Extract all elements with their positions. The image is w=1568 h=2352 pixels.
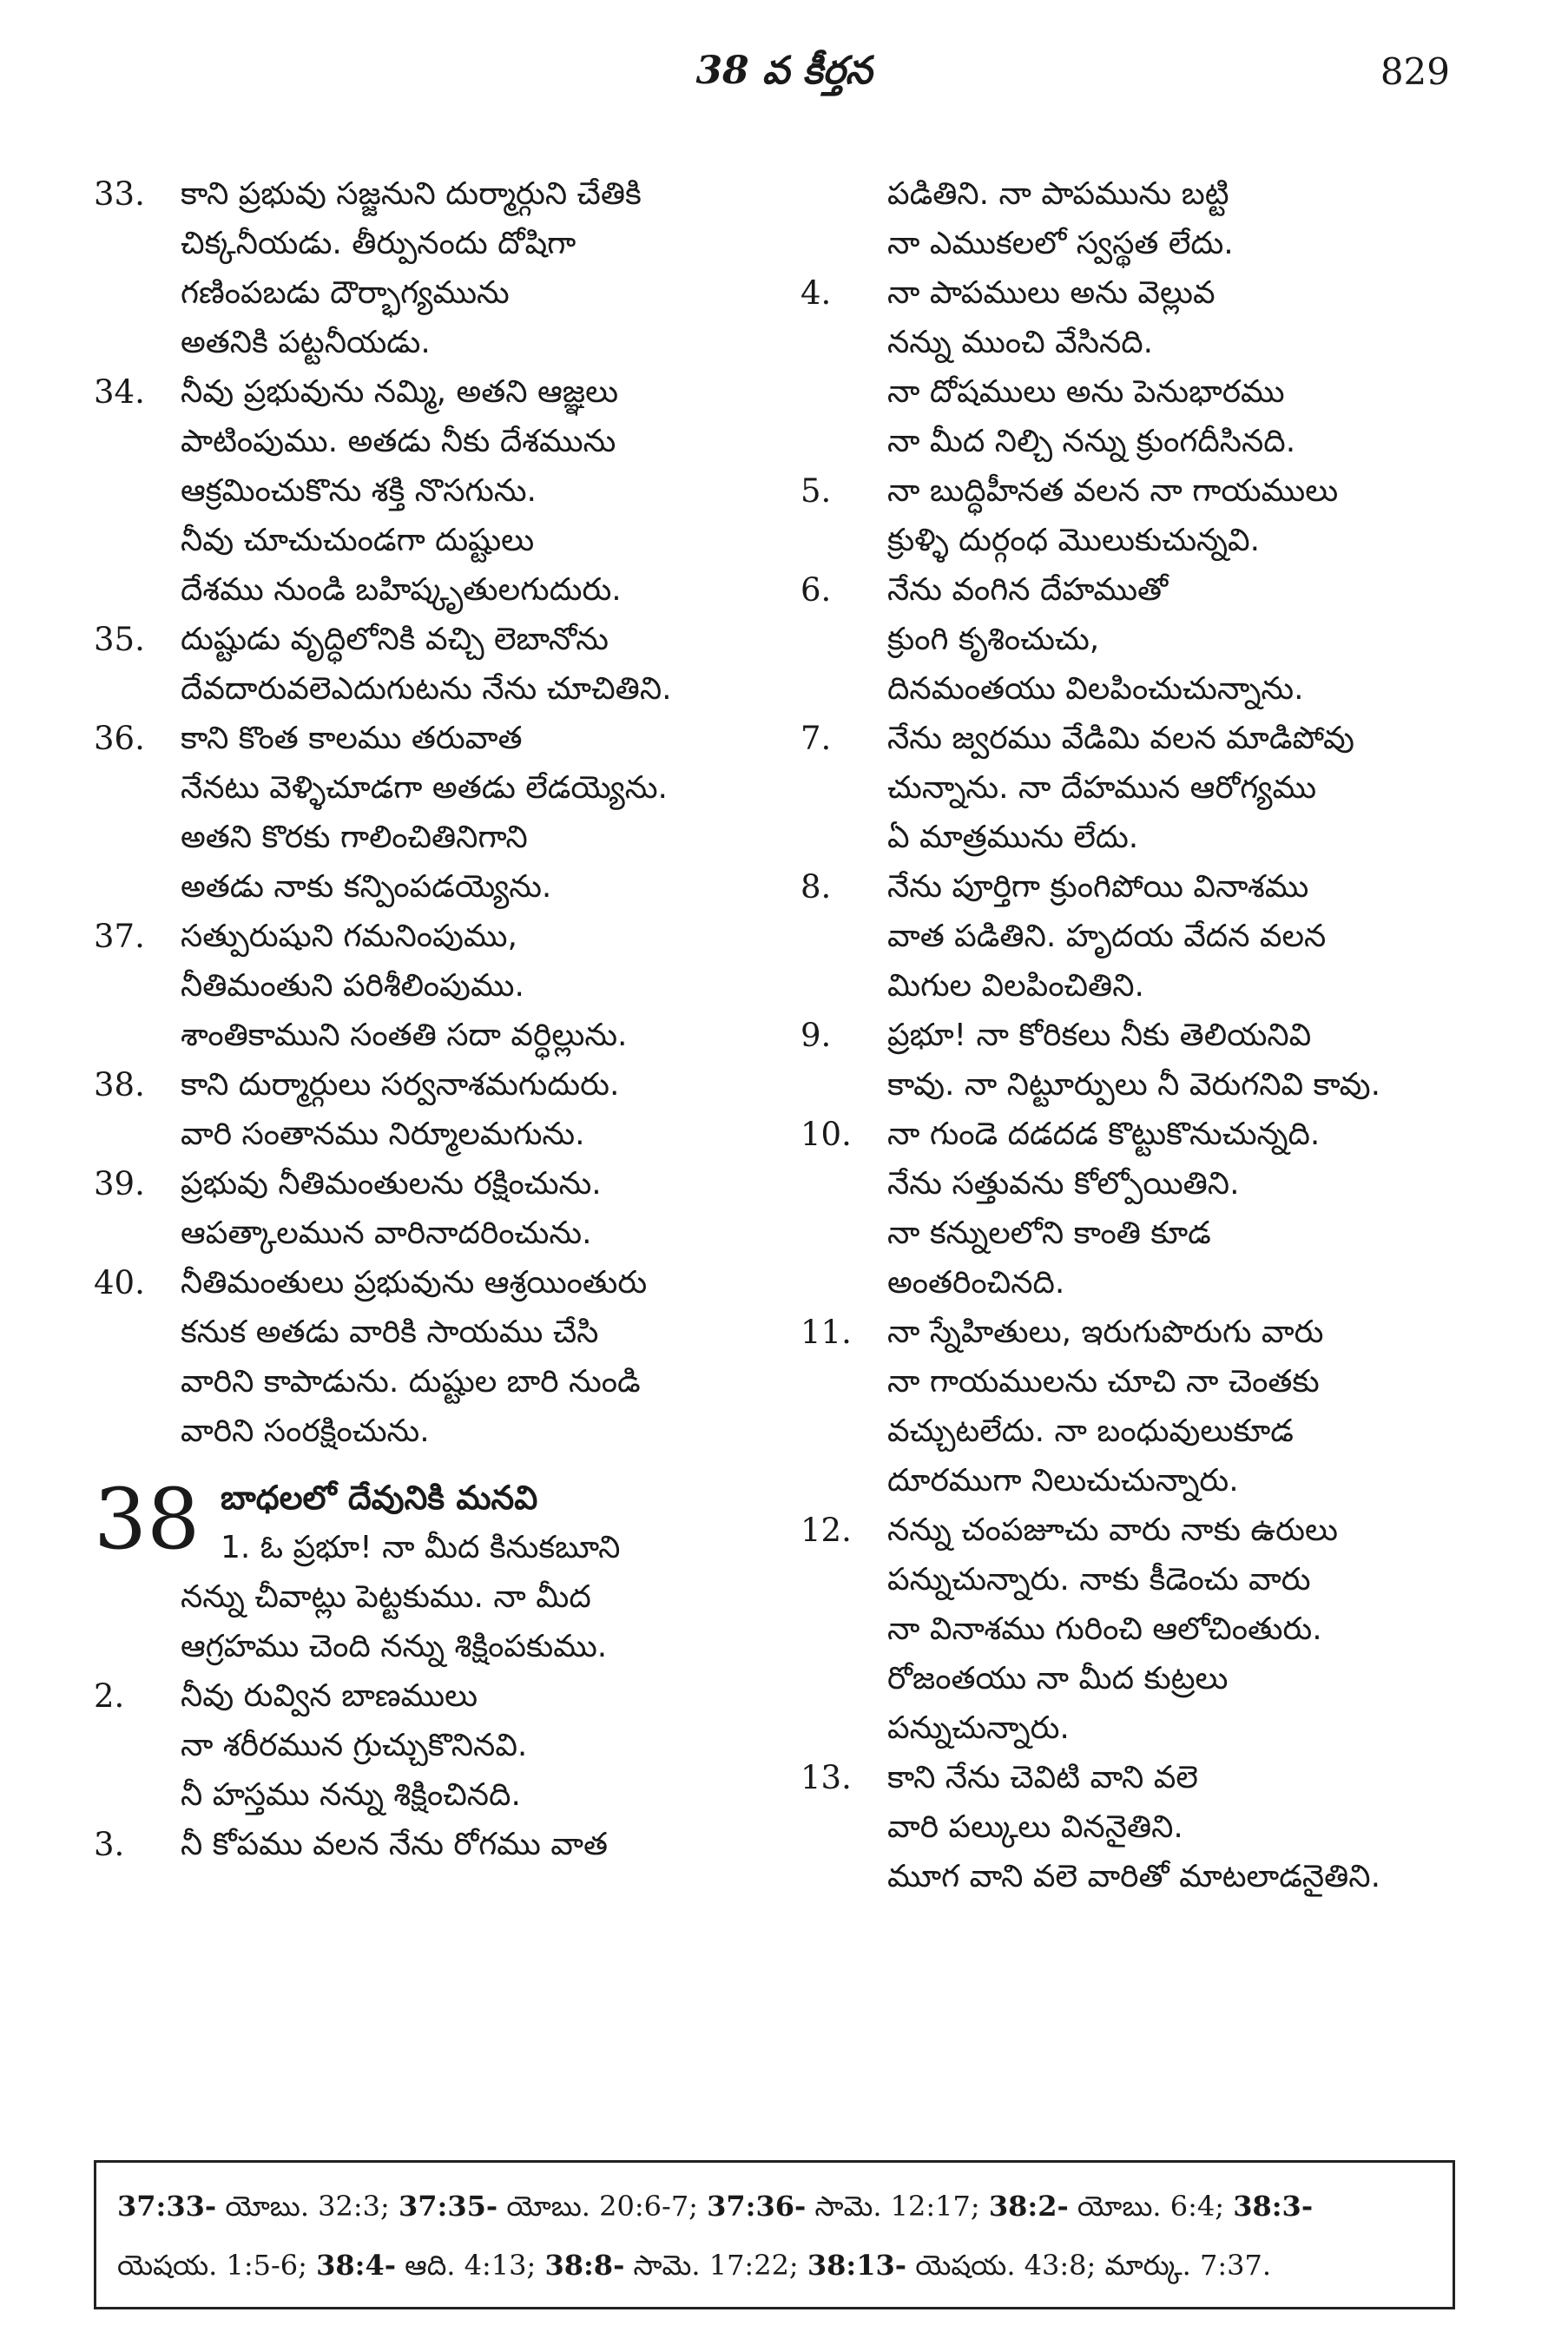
verse-number: 7.	[800, 720, 832, 757]
verse-text: శాంతికాముని సంతతి సదా వర్ధిల్లును.	[181, 1018, 628, 1053]
verse-text: నా మీద నిల్చి నన్ను క్రుంగదీసినది.	[887, 424, 1296, 459]
verse-line	[800, 219, 1478, 268]
verse-text: పన్నుచున్నారు.	[887, 1710, 1070, 1746]
left-column	[94, 169, 771, 1869]
verse-line	[800, 268, 1478, 318]
verse-text: 1. ఓ ప్రభూ! నా మీద కినుకబూని	[221, 1530, 621, 1565]
verse-line	[800, 1407, 1478, 1456]
verse-line	[800, 1159, 1478, 1209]
verse-text: మిగుల విలపించితిని.	[887, 968, 1144, 1004]
verse-text: చున్నాను. నా దేహమున ఆరోగ్యము	[887, 770, 1317, 806]
verse-number: 6.	[800, 571, 832, 609]
verse-line	[800, 714, 1478, 763]
verse-line	[94, 1110, 771, 1159]
verse-number: 37.	[94, 918, 145, 955]
verse-line	[800, 1852, 1478, 1901]
reference-text: యెషయ. 1:5-6;	[117, 2249, 317, 2282]
verse-text: అతడు నాకు కన్పింపడయ్యెను.	[181, 869, 552, 905]
verse-line	[94, 813, 771, 862]
verse-line	[94, 1721, 771, 1770]
verse-line	[800, 1060, 1478, 1110]
reference-key: 38:13-	[807, 2249, 907, 2282]
verse-text: నేను సత్తువను కోల్పోయితిని.	[887, 1166, 1240, 1202]
verse-line	[94, 912, 771, 961]
verse-text: నన్ను చంపజూచు వారు నాకు ఉరులు	[887, 1512, 1338, 1548]
verse-number: 33.	[94, 175, 145, 213]
verse-number: 12.	[800, 1512, 852, 1549]
verse-text: దినమంతయు విలపించుచున్నాను.	[887, 671, 1304, 707]
verse-line	[94, 1308, 771, 1357]
verse-text: నేను పూర్తిగా క్రుంగిపోయి వినాశము	[887, 869, 1309, 905]
verse-line	[800, 961, 1478, 1011]
verse-line	[94, 219, 771, 268]
verse-line	[800, 763, 1478, 813]
verse-line	[94, 763, 771, 813]
verse-number: 8.	[800, 868, 832, 906]
verse-line	[800, 1654, 1478, 1703]
verse-text: క్రుళ్ళి దుర్గంధ మొలుకుచున్నవి.	[887, 523, 1261, 558]
verse-text: నన్ను ముంచి వేసినది.	[887, 325, 1154, 360]
verse-text: ఆక్రమించుకొను శక్తి నొసగును.	[181, 473, 537, 509]
verse-number: 2.	[94, 1677, 125, 1715]
verse-number: 36.	[94, 720, 145, 757]
verse-text: నా దోషములు అను పెనుభారము	[887, 374, 1285, 410]
verse-line	[94, 516, 771, 565]
verse-text: పాటింపుము. అతడు నీకు దేశమును	[181, 424, 616, 459]
reference-key: 37:33-	[117, 2190, 217, 2223]
right-column	[800, 169, 1478, 1901]
verse-text: దూరముగా నిలుచుచున్నారు.	[887, 1463, 1239, 1499]
verse-line	[800, 1011, 1478, 1060]
verse-line	[94, 367, 771, 417]
verse-number: 38.	[94, 1066, 145, 1104]
verse-text: ఆపత్కాలమున వారినాదరించును.	[181, 1216, 592, 1251]
verse-line	[800, 1802, 1478, 1852]
reference-text: యోబు. 6:4;	[1068, 2190, 1234, 2223]
reference-text: సామె. 17:22;	[624, 2249, 807, 2282]
verse-number: 4.	[800, 274, 832, 312]
verse-text: నా కన్నులలోని కాంతి కూడ	[887, 1216, 1211, 1251]
verse-line	[800, 565, 1478, 615]
verse-line	[800, 1258, 1478, 1308]
verse-line	[800, 912, 1478, 961]
verse-text: మూగ వాని వలె వారితో మాటలాడనైతిని.	[887, 1859, 1381, 1894]
verse-line	[94, 1820, 771, 1869]
verse-line	[94, 1159, 771, 1209]
verse-line	[800, 1456, 1478, 1505]
verse-text: నా స్నేహితులు, ఇరుగుపొరుగు వారు	[887, 1314, 1324, 1350]
verse-text: వారి పల్కులు విననైతిని.	[887, 1809, 1183, 1845]
verse-text: అతని కొరకు గాలించితినిగాని	[181, 820, 528, 855]
verse-text: నా పాపములు అను వెల్లువ	[887, 275, 1216, 311]
verse-text: అతనికి పట్టనీయడు.	[181, 325, 431, 360]
verse-number: 9.	[800, 1017, 832, 1054]
verse-text: నా బుద్ధిహీనత వలన నా గాయములు	[887, 473, 1339, 509]
verse-line	[800, 615, 1478, 664]
verse-line	[94, 615, 771, 664]
reference-text: యోబు. 32:3;	[216, 2190, 399, 2223]
verse-number: 10.	[800, 1116, 852, 1153]
verse-text: సత్పురుషుని గమనింపుము,	[181, 919, 517, 954]
verse-line	[94, 1209, 771, 1258]
verse-line	[800, 1209, 1478, 1258]
verse-line	[94, 169, 771, 219]
verse-text: ఏ మాత్రమును లేదు.	[887, 820, 1139, 855]
verse-text: దుష్టుడు వృద్ధిలోనికి వచ్చి లెబానోను	[181, 622, 609, 657]
verse-line	[94, 1357, 771, 1407]
verse-line	[94, 862, 771, 912]
verse-line	[94, 1770, 771, 1820]
verse-text: కాని ప్రభువు సజ్జనుని దుర్మార్గుని చేతికి	[181, 176, 642, 212]
verse-text: నా ఎముకలలో స్వస్థత లేదు.	[887, 226, 1234, 261]
verse-number: 11.	[800, 1314, 852, 1351]
verse-text: దేవదారువలెఎదుగుటను నేను చూచితిని.	[181, 671, 672, 707]
verse-text: వారి సంతానము నిర్మూలమగును.	[181, 1117, 585, 1152]
verse-text: నీవు రువ్విన బాణములు	[181, 1678, 478, 1714]
verse-line	[94, 1671, 771, 1721]
verse-number: 39.	[94, 1165, 145, 1202]
verse-text: కాని దుర్మార్గులు సర్వనాశమగుదురు.	[181, 1067, 620, 1103]
verse-text: చిక్కనీయడు. తీర్పునందు దోషిగా	[181, 226, 576, 261]
verse-line	[94, 664, 771, 714]
verse-text: కనుక అతడు వారికి సాయము చేసి	[181, 1314, 599, 1350]
verse-line	[94, 1572, 771, 1622]
verse-text: ఆగ్రహము చెంది నన్ను శిక్షింపకుము.	[181, 1629, 608, 1664]
reference-text: ఆది. 4:13;	[395, 2249, 545, 2282]
verse-text: వారిని కాపాడును. దుష్టుల బారి నుండి	[181, 1364, 641, 1400]
verse-text: ప్రభువు నీతిమంతులను రక్షించును.	[181, 1166, 602, 1202]
psalm-heading	[94, 1473, 771, 1572]
reference-key: 38:4-	[316, 2249, 396, 2282]
verse-text: నేను వంగిన దేహముతో	[887, 572, 1169, 608]
psalm-number: 38	[94, 1471, 201, 1568]
cross-reference-box	[94, 2160, 1455, 2309]
verse-line	[94, 1407, 771, 1456]
verse-text: నేనటు వెళ్ళిచూడగా అతడు లేడయ్యెను.	[181, 770, 668, 806]
reference-text: యెషయ. 43:8; మార్కు. 7:37.	[906, 2249, 1272, 2282]
verse-text: కావు. నా నిట్టూర్పులు నీ వెరుగనివి కావు.	[887, 1067, 1381, 1103]
verse-line	[800, 664, 1478, 714]
verse-text: నీతిమంతుని పరిశీలింపుము.	[181, 968, 524, 1004]
cross-reference-line	[117, 2177, 1432, 2236]
verse-text: నీ కోపము వలన నేను రోగము వాత	[181, 1827, 608, 1862]
verse-line	[94, 318, 771, 367]
verse-line	[94, 1258, 771, 1308]
verse-text: నా శరీరమున గ్రుచ్చుకొనినవి.	[181, 1728, 528, 1763]
verse-line	[800, 1357, 1478, 1407]
reference-text: యోబు. 20:6-7;	[497, 2190, 708, 2223]
verse-text: గణింపబడు దౌర్భాగ్యమును	[181, 275, 510, 311]
verse-text: నీతిమంతులు ప్రభువును ఆశ్రయింతురు	[181, 1265, 648, 1301]
verse-line	[800, 318, 1478, 367]
verse-line	[94, 714, 771, 763]
verse-line	[800, 862, 1478, 912]
verse-text: కాని నేను చెవిటి వాని వలె	[887, 1760, 1198, 1795]
verse-number: 3.	[94, 1826, 125, 1863]
verse-line	[800, 1110, 1478, 1159]
verse-text: వారిని సంరక్షించును.	[181, 1413, 430, 1449]
reference-key: 37:36-	[707, 2190, 807, 2223]
reference-key: 38:8-	[544, 2249, 625, 2282]
verse-line	[800, 516, 1478, 565]
verse-text: దేశము నుండి బహిష్కృతులగుదురు.	[181, 572, 622, 608]
verse-number: 13.	[800, 1759, 852, 1796]
running-title: 38 వ కీర్తన	[695, 49, 873, 93]
verse-number: 5.	[800, 472, 832, 510]
verse-text: అంతరించినది.	[887, 1265, 1065, 1301]
verse-line	[94, 268, 771, 318]
verse-text: రోజంతయు నా మీద కుట్రలు	[887, 1661, 1229, 1696]
verse-text: నా గుండె దడదడ కొట్టుకొనుచున్నది.	[887, 1117, 1321, 1152]
verse-text: క్రుంగి కృశించుచు,	[887, 622, 1100, 657]
page-header	[0, 43, 1568, 113]
reference-text: సామె. 12:17;	[806, 2190, 989, 2223]
verse-text: నేను జ్వరము వేడిమి వలన మాడిపోవు	[887, 721, 1354, 756]
verse-text: వాత పడితిని. హృదయ వేదన వలన	[887, 919, 1327, 954]
verse-line	[800, 1555, 1478, 1604]
verse-number: 40.	[94, 1264, 145, 1301]
verse-text: నన్ను చీవాట్లు పెట్టకుము. నా మీద	[181, 1579, 591, 1615]
verse-text: నీవు ప్రభువును నమ్మి, అతని ఆజ్ఞలు	[181, 374, 619, 410]
verse-line	[800, 1753, 1478, 1802]
verse-text: పడితిని. నా పాపమును బట్టి	[887, 176, 1229, 212]
verse-line	[94, 565, 771, 615]
verse-line	[800, 813, 1478, 862]
verse-number: 35.	[94, 621, 145, 658]
page-number: 829	[1380, 50, 1450, 93]
reference-key: 37:35-	[398, 2190, 498, 2223]
verse-line	[94, 1060, 771, 1110]
verse-line	[800, 466, 1478, 516]
verse-line	[800, 169, 1478, 219]
verse-text: ప్రభూ! నా కోరికలు నీకు తెలియనివి	[887, 1018, 1312, 1053]
reference-key: 38:3-	[1233, 2190, 1314, 2223]
verse-line	[94, 1011, 771, 1060]
verse-text: నీవు చూచుచుండగా దుష్టులు	[181, 523, 535, 558]
psalm-title: బాధలలో దేవునికి మనవి	[221, 1479, 538, 1517]
verse-line	[800, 1703, 1478, 1753]
verse-text: నా గాయములను చూచి నా చెంతకు	[887, 1364, 1320, 1400]
verse-line	[800, 367, 1478, 417]
verse-text: నీ హస్తము నన్ను శిక్షించినది.	[181, 1777, 521, 1813]
verse-line	[800, 417, 1478, 466]
verse-number: 34.	[94, 373, 145, 411]
verse-line	[800, 1308, 1478, 1357]
verse-line	[94, 417, 771, 466]
verse-line	[800, 1604, 1478, 1654]
reference-key: 38:2-	[988, 2190, 1069, 2223]
verse-line	[94, 466, 771, 516]
verse-line	[94, 961, 771, 1011]
verse-text: నా వినాశము గురించి ఆలోచింతురు.	[887, 1611, 1322, 1647]
cross-reference-line	[117, 2236, 1432, 2295]
verse-line	[800, 1505, 1478, 1555]
verse-line	[94, 1622, 771, 1671]
verse-text: కాని కొంత కాలము తరువాత	[181, 721, 523, 756]
verse-text: వచ్చుటలేదు. నా బంధువులుకూడ	[887, 1413, 1294, 1449]
verse-text: పన్నుచున్నారు. నాకు కీడెంచు వారు	[887, 1562, 1311, 1598]
